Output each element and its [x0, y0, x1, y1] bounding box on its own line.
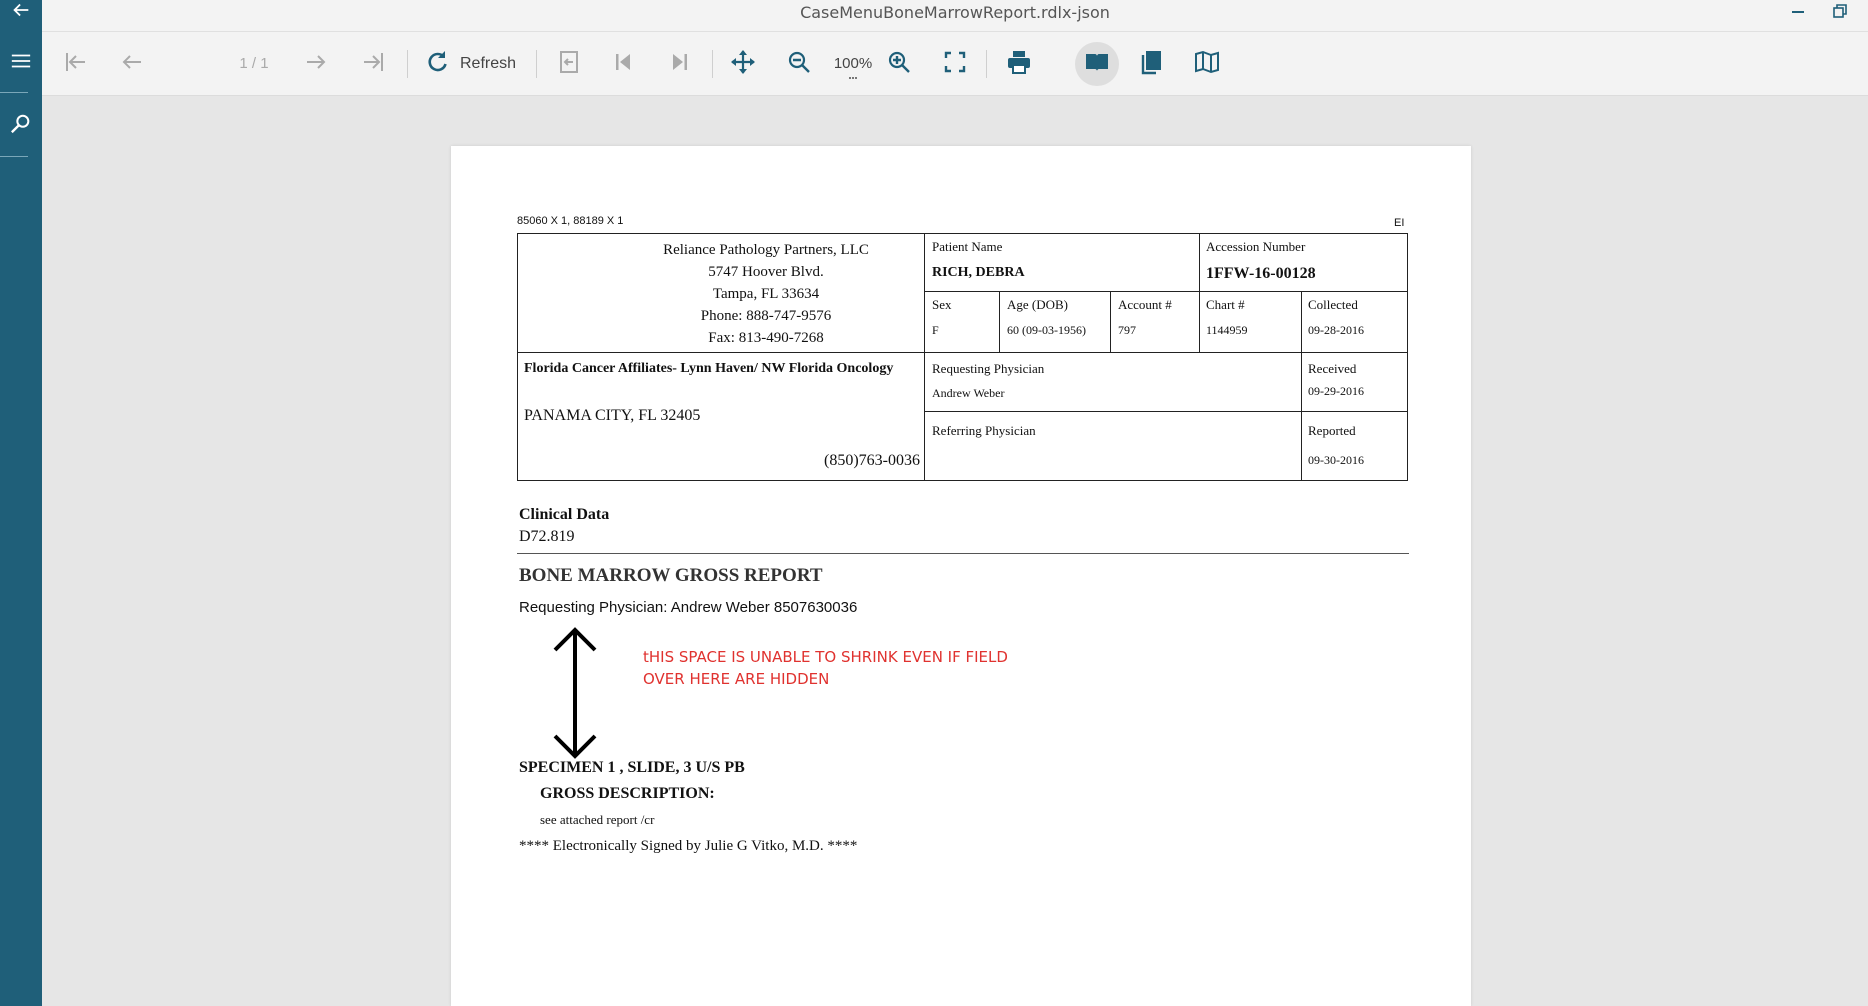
report-flag: EI — [1394, 217, 1405, 229]
rail-divider — [0, 156, 28, 157]
restore-button[interactable] — [1829, 4, 1851, 22]
pages-icon — [1138, 49, 1164, 80]
account-value: 797 — [1118, 323, 1136, 337]
hamburger-menu-icon — [10, 50, 32, 77]
table-divider — [924, 352, 1407, 353]
reported-date: 09-30-2016 — [1308, 453, 1364, 467]
printer-icon — [1006, 49, 1032, 80]
map-icon — [1194, 49, 1220, 80]
arrow-right-icon — [303, 49, 329, 80]
section-title: BONE MARROW GROSS REPORT — [519, 565, 823, 586]
gross-description-text: see attached report /cr — [540, 812, 655, 827]
zoom-level[interactable]: 100% — [822, 45, 884, 83]
rail-divider — [0, 92, 28, 93]
table-divider — [999, 291, 1000, 352]
account-label: Account # — [1118, 297, 1172, 312]
annotation-note — [643, 646, 1008, 690]
electronic-signature: **** Electronically Signed by Julie G Vitko, M.D. **** — [519, 838, 858, 854]
table-divider — [1199, 234, 1200, 352]
table-divider — [924, 291, 1407, 292]
table-divider — [924, 234, 925, 480]
refresh-button[interactable] — [420, 45, 560, 83]
age-label: Age (DOB) — [1007, 297, 1069, 312]
chart-label: Chart # — [1206, 297, 1245, 312]
refresh-label: Refresh — [460, 55, 517, 72]
last-page-icon — [360, 49, 386, 80]
continuous-mode-button[interactable] — [1131, 45, 1171, 83]
refresh-icon — [424, 49, 450, 80]
toolbar-divider — [986, 50, 987, 78]
toolbar-divider — [712, 50, 713, 78]
accession-label: Accession Number — [1206, 239, 1306, 254]
specimen-heading: SPECIMEN 1 , SLIDE, 3 U/S PB — [519, 759, 745, 776]
history-back-button[interactable] — [604, 45, 644, 83]
sex-label: Sex — [932, 297, 952, 312]
parent-report-button[interactable] — [549, 45, 589, 83]
requesting-physician: Andrew Weber — [932, 386, 1005, 400]
client-name: Florida Cancer Affiliates- Lynn Haven/ NW Florida Oncology — [524, 361, 894, 376]
zoom-out-button[interactable] — [779, 45, 819, 83]
window-title: CaseMenuBoneMarrowReport.rdlx-json — [800, 3, 1110, 22]
report-header-table — [517, 233, 1408, 481]
collected-label: Collected — [1308, 297, 1358, 312]
galley-mode-button[interactable] — [1075, 42, 1119, 86]
minimize-button[interactable] — [1787, 4, 1809, 22]
toc-button[interactable] — [1187, 45, 1227, 83]
clinical-data-label: Clinical Data — [519, 506, 610, 523]
search-icon — [10, 113, 32, 140]
print-button[interactable] — [999, 45, 1039, 83]
sex-value: F — [932, 323, 939, 337]
last-page-button[interactable] — [353, 45, 393, 83]
reported-label: Reported — [1308, 423, 1356, 438]
table-divider — [924, 411, 1407, 412]
pan-mode-button[interactable] — [723, 45, 763, 83]
chart-value: 1144959 — [1206, 323, 1248, 337]
referring-physician-label: Referring Physician — [932, 423, 1036, 438]
table-divider — [518, 352, 924, 353]
toolbar-divider — [536, 50, 537, 78]
fullscreen-button[interactable] — [935, 45, 975, 83]
arrow-left-icon — [10, 0, 32, 26]
title-bar — [42, 0, 1868, 32]
client-city: PANAMA CITY, FL 32405 — [524, 407, 701, 424]
received-label: Received — [1308, 361, 1357, 376]
search-button[interactable] — [0, 101, 42, 151]
skip-back-icon — [611, 49, 637, 80]
left-rail — [0, 0, 42, 1006]
toolbar-divider — [407, 50, 408, 78]
collected-date: 09-28-2016 — [1308, 323, 1364, 337]
received-date: 09-29-2016 — [1308, 384, 1364, 398]
table-divider — [1301, 291, 1302, 480]
lab-name: Reliance Pathology Partners, LLC — [663, 242, 869, 258]
history-forward-button[interactable] — [659, 45, 699, 83]
report-page — [451, 146, 1471, 1006]
zoom-out-icon — [786, 49, 812, 80]
requesting-physician-label: Requesting Physician — [932, 361, 1045, 376]
skip-forward-icon — [666, 49, 692, 80]
zoom-in-icon — [886, 49, 912, 80]
cpt-codes: 85060 X 1, 88189 X 1 — [517, 215, 624, 227]
accession-number: 1FFW-16-00128 — [1206, 265, 1316, 282]
clinical-data-value: D72.819 — [519, 528, 575, 545]
age-value: 60 (09-03-1956) — [1007, 323, 1086, 337]
lab-address-block — [518, 239, 924, 349]
section-divider — [517, 553, 1409, 554]
back-button[interactable] — [0, 0, 42, 37]
open-book-icon — [1084, 49, 1110, 80]
first-page-icon — [63, 49, 89, 80]
requesting-physician-line: Requesting Physician: Andrew Weber 8507630036 — [519, 599, 858, 616]
double-arrow-icon — [549, 626, 601, 760]
gross-description-label: GROSS DESCRIPTION: — [540, 785, 715, 802]
fullscreen-icon — [942, 49, 968, 80]
first-page-button[interactable] — [56, 45, 96, 83]
patient-name: RICH, DEBRA — [932, 265, 1025, 280]
lab-street: 5747 Hoover Blvd. — [708, 264, 824, 280]
zoom-in-button[interactable] — [879, 45, 919, 83]
client-phone: (850)763-0036 — [824, 452, 920, 469]
lab-city: Tampa, FL 33634 — [712, 286, 820, 302]
patient-name-label: Patient Name — [932, 239, 1003, 254]
minimize-icon — [1791, 4, 1805, 23]
page-indicator[interactable]: 1 / 1 — [239, 55, 269, 72]
lab-fax: Fax: 813-490-7268 — [708, 330, 824, 346]
arrow-left-icon — [119, 49, 145, 80]
annotation-line-2: OVER HERE ARE HIDDEN — [643, 670, 830, 688]
document-back-icon — [556, 49, 582, 80]
annotation-line-1: tHIS SPACE IS UNABLE TO SHRINK EVEN IF FIELD — [643, 648, 1008, 666]
table-divider — [1110, 291, 1111, 352]
lab-phone: Phone: 888-747-9576 — [700, 308, 832, 324]
restore-icon — [1833, 4, 1847, 23]
viewer-toolbar — [42, 32, 1868, 96]
menu-button[interactable] — [0, 38, 42, 88]
previous-page-button[interactable] — [112, 45, 152, 83]
next-page-button[interactable] — [296, 45, 336, 83]
move-icon — [730, 49, 756, 80]
